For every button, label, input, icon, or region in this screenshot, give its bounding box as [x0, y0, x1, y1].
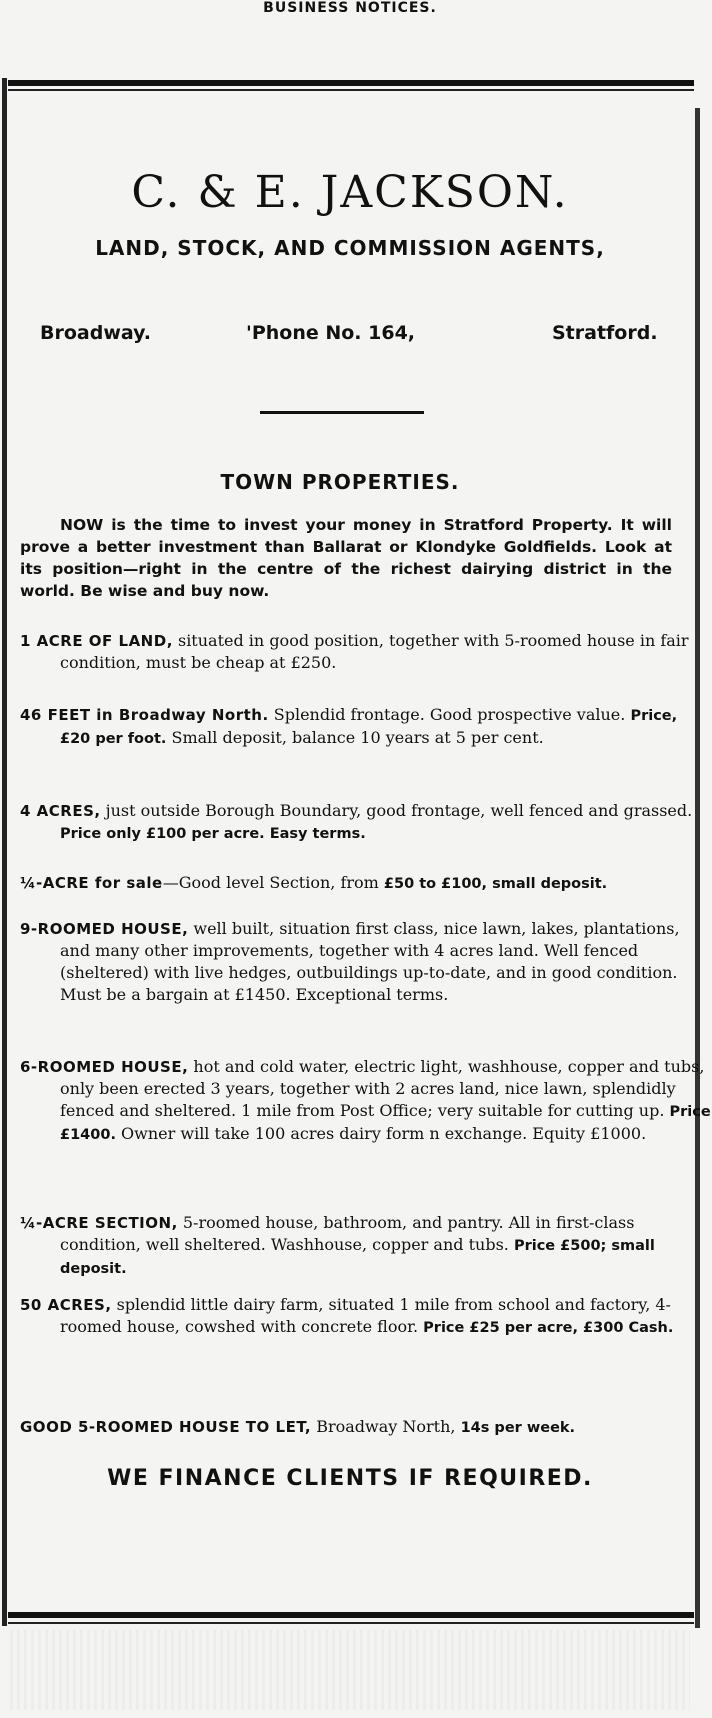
listing-price: £50 to £100, small deposit. — [383, 876, 608, 892]
listing-price: 14s per week. — [460, 1420, 576, 1436]
listing-lead: ¼-ACRE for sale — [20, 874, 163, 892]
listing-tail: Small deposit, balance 10 years at 5 per cent. — [166, 728, 544, 747]
bottom-rule — [8, 1612, 694, 1618]
listing-6 — [20, 1056, 712, 1146]
listing-2 — [20, 704, 712, 750]
firm-town: Stratford. — [552, 322, 658, 344]
firm-tagline: LAND, STOCK, AND COMMISSION AGENTS, — [95, 236, 605, 260]
listing-text: well built, situation first class, nice lawn, lakes, plantations, and many other improvements, together with 4 acres land. Well fenced (sheltered) with live hedges, outbuildings up-to-date, and in good condition. Must be a bargain at £1450. Exceptional terms. — [60, 919, 680, 1004]
listing-5 — [20, 918, 712, 1006]
firm-location: Broadway. — [40, 322, 151, 344]
listing-text: just outside Borough Boundary, good frontage, well fenced and grassed. — [100, 801, 693, 820]
listing-8 — [20, 1294, 712, 1339]
firm-name: C. & E. JACKSON. — [131, 167, 569, 218]
bottom-rule-thin — [8, 1622, 694, 1624]
listing-text: situated in good position, together with 5-roomed house in fair condition, must be cheap at £250. — [60, 631, 689, 672]
listing-price: Price, £20 per foot. — [60, 708, 678, 747]
listing-tail: Owner will take 100 acres dairy form n exchange. Equity £1000. — [115, 1124, 647, 1143]
listing-price: Price £500; small deposit. — [60, 1238, 655, 1277]
listing-lead: 1 ACRE OF LAND, — [20, 632, 173, 650]
listing-lead: ¼-ACRE SECTION, — [20, 1214, 178, 1232]
top-rule-thin — [8, 89, 694, 91]
listing-3 — [20, 800, 712, 845]
listing-text: Broadway North, — [311, 1417, 461, 1436]
listing-lead: 9-ROOMED HOUSE, — [20, 920, 189, 938]
listing-price: Price £25 per acre, £300 Cash. — [423, 1320, 674, 1336]
right-border — [695, 108, 700, 1628]
listing-text: splendid little dairy farm, situated 1 mile from school and factory, 4-roomed house, cowshed with concrete floor. — [60, 1295, 671, 1336]
listing-lead: 50 ACRES, — [20, 1296, 112, 1314]
listing-price: Price £1400. — [60, 1104, 711, 1143]
listing-text: Splendid frontage. Good prospective value. — [268, 705, 631, 724]
listing-lead: 46 FEET in Broadway North. — [20, 706, 269, 724]
listing-text: hot and cold water, electric light, washhouse, copper and tubs, only been erected 3 years, together with 2 acres land, nice lawn, splendidly fenced and sheltered. 1 mile from Post Office; very suitable for cutting up. — [60, 1057, 705, 1120]
left-border — [2, 78, 7, 1626]
print-smudge — [10, 1630, 690, 1710]
listing-price: Price only £100 per acre. Easy terms. — [60, 826, 366, 842]
intro-paragraph: NOW is the time to invest your money in Stratford Property. It will prove a better investment than Ballarat or Klondyke Goldfields. Look at its position—right in the centre of the richest dairying district in the world. Be wise and buy now. — [20, 516, 672, 600]
listing-9 — [20, 1416, 672, 1439]
finance-banner: WE FINANCE CLIENTS IF REQUIRED. — [107, 1466, 593, 1491]
top-rule — [8, 80, 694, 86]
divider-rule — [260, 411, 424, 414]
firm-phone: 'Phone No. 164, — [246, 322, 416, 344]
listing-4 — [20, 872, 712, 895]
listing-1 — [20, 630, 712, 674]
listing-lead: GOOD 5-ROOMED HOUSE TO LET, — [20, 1418, 312, 1436]
listing-text: 5-roomed house, bathroom, and pantry. All in first-class condition, well sheltered. Washhouse, copper and tubs. — [60, 1213, 635, 1254]
listing-text: —Good level Section, from — [162, 873, 384, 892]
listing-lead: 6-ROOMED HOUSE, — [20, 1058, 189, 1076]
section-header: BUSINESS NOTICES. — [263, 0, 437, 16]
listing-lead: 4 ACRES, — [20, 802, 101, 820]
listing-7 — [20, 1212, 712, 1280]
section-title: TOWN PROPERTIES. — [220, 470, 460, 494]
